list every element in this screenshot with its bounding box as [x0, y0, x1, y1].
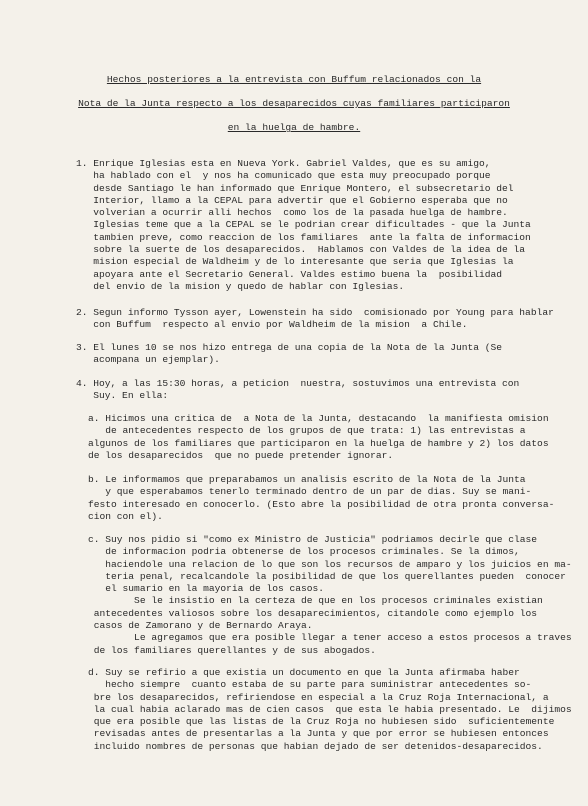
- title-line-2: Nota de la Junta respecto a los desaparecidos cuyas familiares participaron: [78, 98, 510, 109]
- paragraph-4c: c. Suy nos pidio si "como ex Ministro de Justicia" podriamos decirle que clase de informacion podria obtenerse de los procesos criminales. Se la dimos, haciendole una relacion de lo que son los recursos de amparo y los juicios en ma- teria penal, recalcandole la posibilidad de que los querellantes pueden conocer el sumario en la mayoria de los casos. Se le insistio en la certeza de que en los procesos criminales existian antecedentes valiosos sobre los desaparecimientos, citandole como ejemplo los casos de Zamorano y de Bernardo Araya. Le agregamos que era posible llegar a tener acceso a estos procesos a traves de los familiares querellantes y de sus abogados.: [88, 534, 572, 656]
- paragraph-1: 1. Enrique Iglesias esta en Nueva York. Gabriel Valdes, que es su amigo, ha hablado con el y nos ha comunicado que esta muy preocupado porque desde Santiago le han informado que Enrique Montero, el subsecretario del Interior, llamo a la CEPAL para advertir que el Gobierno esperaba que no volverian a ocurrir alli hechos como los de la pasada huelga de hambre. Iglesias teme que a la CEPAL se le podrian crear dificultades - que la Junta tambien preve, como reaccion de los familiares ante la falta de informacion sobre la suerte de los desaparecidos. Hablamos con Valdes de la idea de la mision especial de Waldheim y de lo interesante que seria que Iglesias la apoyara ante el Secretario General. Valdes estimo buena la posibilidad del envio de la mision y quedo de hablar con Iglesias.: [76, 158, 531, 292]
- title-line-1: Hechos posteriores a la entrevista con Buffum relacionados con la: [106, 74, 482, 85]
- paragraph-4b: b. Le informamos que preparabamos un analisis escrito de la Nota de la Junta y que esperabamos tenerlo terminado dentro de un par de dias. Suy se mani- festo interesado en conocerlo. (Esto abre la posibilidad de otra pronta conversa- cion con el).: [88, 474, 555, 522]
- paragraph-3: 3. El lunes 10 se nos hizo entrega de una copia de la Nota de la Junta (Se acompana un ejemplar).: [76, 342, 503, 366]
- paragraph-4d: d. Suy se refirio a que existia un documento en que la Junta afirmaba haber hecho siempre cuanto estaba de su parte para suministrar antecedentes so- bre los desaparecidos, refiriendose en especial a la Cruz Roja Internacional, a la cual habia aclarado mas de cien casos que esta le habia presentado. Le dijimos que era posible que las listas de la Cruz Roja no hubiesen sido suficientemente revisadas antes de presentarlas a la Junta y que por error se hubiesen entonces incluido nombres de personas que habian dejado de ser detenidos-desaparecidos.: [88, 667, 572, 752]
- paragraph-2: 2. Segun informo Tysson ayer, Lowenstein ha sido comisionado por Young para hablar con Buffum respecto al envio por Waldheim de la mision a Chile.: [76, 307, 554, 331]
- paragraph-4a: a. Hicimos una critica de a Nota de la Junta, destacando la manifiesta omision de antecedentes respecto de los grupos de que trata: 1) las entrevistas a algunos de los familiares que participaron en la huelga de hambre y 2) los datos de los desaparecidos que no puede pretender ignorar.: [88, 413, 549, 461]
- title-line-3: en la huelga de hambre.: [227, 122, 361, 133]
- paragraph-4: 4. Hoy, a las 15:30 horas, a peticion nuestra, sostuvimos una entrevista con Suy. En ella:: [76, 378, 520, 402]
